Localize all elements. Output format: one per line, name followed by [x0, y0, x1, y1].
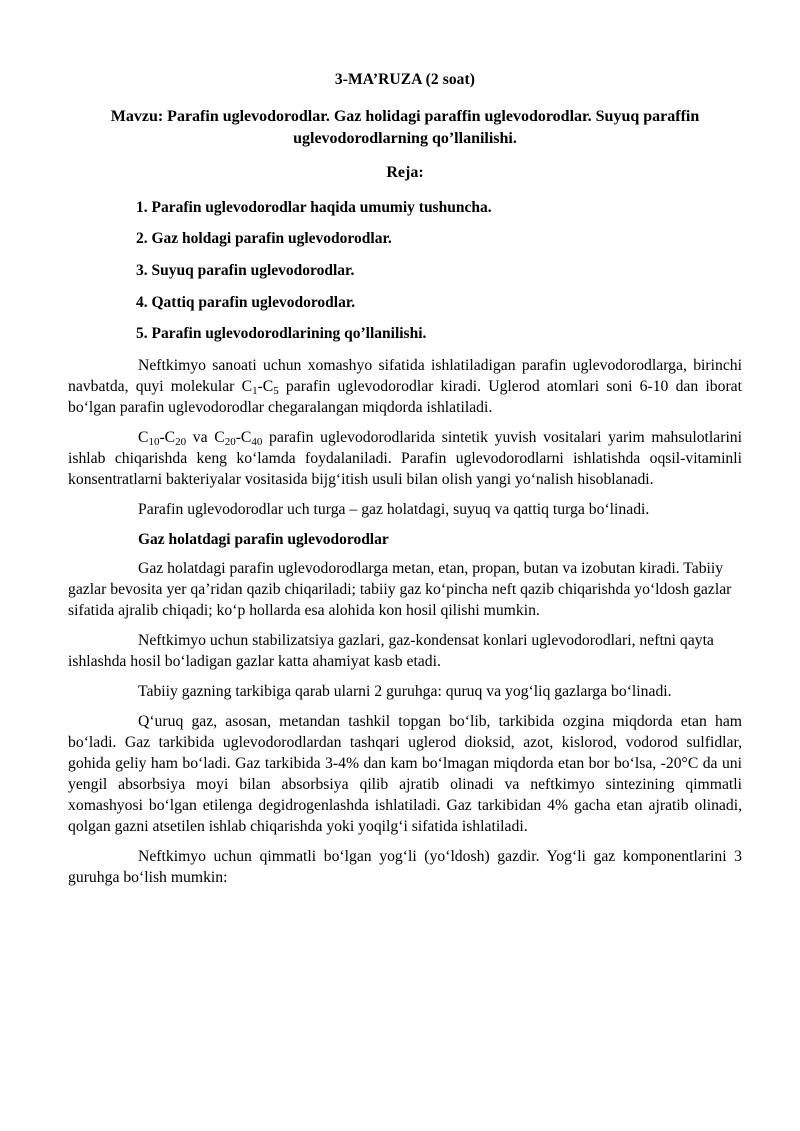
list-item: 5. Parafin uglevodorodlarining qo’llanilishi.	[136, 325, 427, 343]
subscript-c40: 40	[251, 435, 263, 448]
paragraph-stabilization-gases: Neftkimyo uchun stabilizatsiya gazlari, gaz-kondensat konlari uglevodorodlari, neftni qayta ishlashda hosil bo‘ladigan gazlar katta ahamiyat kasb etadi.	[68, 632, 714, 671]
paragraph-text: -C	[159, 428, 176, 446]
subscript-c20b: 20	[224, 435, 236, 448]
subheading-gas-paraffins: Gaz holatdagi parafin uglevodorodlar	[138, 530, 389, 548]
list-item: 4. Qattiq parafin uglevodorodlar.	[136, 293, 356, 311]
document-title: 3-MA’RUZA (2 soat)	[334, 71, 476, 88]
subscript-c10: 10	[148, 435, 160, 448]
paragraph-wet-gas: Neftkimyo uchun qimmatli bo‘lgan yog‘li (yo‘ldosh) gazdir. Yog‘li gaz komponentlarini 3 guruhga bo‘lish mumkin:	[68, 847, 742, 886]
paragraph-gas-composition: Gaz holatdagi parafin uglevodorodlarga metan, etan, propan, butan va izobutan kiradi. Tabiiy gazlar bevosita yer qa’ridan qazib chiqariladi; tabiiy gaz ko‘pincha neft qazib chiqarishda yo‘ldosh gazlar sifatida ajralib chiqadi; ko‘p hollarda esa alohida kon hosil qilishi mumkin.	[68, 560, 732, 620]
subscript-c5: 5	[273, 384, 279, 397]
paragraph-two-groups: Tabiiy gazning tarkibiga qarab ularni 2 guruhga: quruq va yog‘liq gazlarga bo‘linadi.	[138, 683, 672, 701]
paragraph-text: va C	[186, 428, 225, 446]
list-item: 2. Gaz holdagi parafin uglevodorodlar.	[136, 230, 392, 248]
paragraph-dry-gas: Q‘uruq gaz, asosan, metandan tashkil topgan bo‘lib, tarkibida ozgina miqdorda etan ham bo‘ladi. Gaz tarkibida uglevodorodlardan tashqari uglerod dioksid, azot, kislorod, vodorod sulfidlar, gohida geliy ham bo‘ladi. Gaz tarkibida 3-4% dan kam bo‘lmagan miqdorda etan bor bo‘lsa, -20°C da uni yengil absorbsiya moyi bilan absorbsiya qilib ajratib olinadi va neftkimyo sintezining qimmatli xomashyosi bo‘lgan etilenga degidrogenlashda ishlatiladi. Gaz tarkibidan 4% gacha etan ajratib olinadi, qolgan gazni atsetilen ishlab chiqarishda yoki yoqilg‘i sifatida ishlatiladi.	[68, 713, 742, 835]
plan-list	[68, 198, 742, 345]
paragraph-text: parafin uglevodorodlar kiradi. Uglerod atomlari soni 6-10 dan iborat bo‘lgan parafin uglevodorodlar chegaralangan miqdorda ishlatiladi.	[68, 377, 743, 416]
paragraph-three-types: Parafin uglevodorodlar uch turga – gaz holatdagi, suyuq va qattiq turga bo‘linadi.	[138, 500, 650, 518]
plan-heading: Reja:	[386, 164, 424, 182]
list-item: 3. Suyuq parafin uglevodorodlar.	[136, 262, 355, 280]
list-item: 1. Parafin uglevodorodlar haqida umumiy tushuncha.	[136, 198, 492, 216]
paragraph-text: -C	[257, 377, 274, 395]
paragraph-intro	[68, 356, 742, 419]
document-content	[68, 70, 742, 898]
paragraph-text: parafin uglevodorodlarida sintetik yuvish vositalari yarim mahsulotlarini ishlab chiqarishda keng ko‘lamda foydalaniladi. Parafin uglevodorodlarni ishlatishda oqsil-vitaminli konsentratlarni bakteriyalar vositasida bijg‘itish usuli bilan olish yangi yo‘nalish hisoblanadi.	[68, 428, 743, 488]
subscript-c20: 20	[175, 435, 187, 448]
paragraph-text: C	[138, 428, 149, 446]
paragraph-text: -C	[235, 428, 252, 446]
document-subtitle: Mavzu: Parafin uglevodorodlar. Gaz holidagi paraffin uglevodorodlar. Suyuq paraffin uglevodorodlarning qo’llanilishi.	[110, 108, 700, 147]
paragraph-text: Neftkimyo sanoati uchun xomashyo sifatida ishlatiladigan parafin uglevodorodlarga, birinchi navbatda, quyi molekular C	[68, 357, 742, 395]
paragraph-c10-c40	[68, 428, 742, 491]
subscript-c1: 1	[252, 384, 258, 397]
